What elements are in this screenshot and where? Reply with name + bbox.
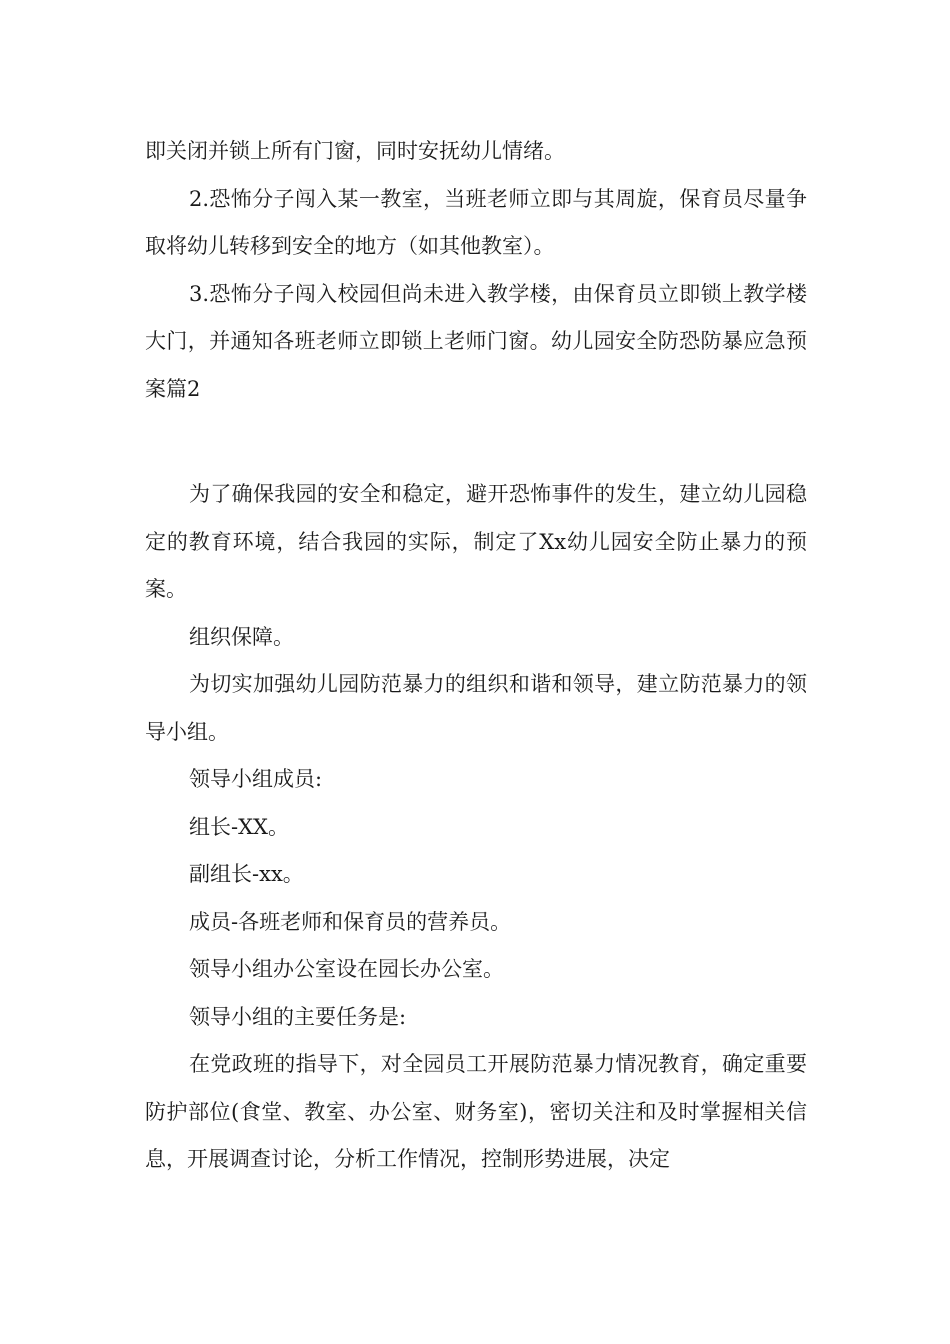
paragraph-12: 领导小组的主要任务是: — [189, 1004, 407, 1029]
paragraph-9: 副组长-xx。 — [189, 862, 304, 886]
document-body — [145, 128, 807, 1184]
paragraph-13: 在党政班的指导下，对全园员工开展防范暴力情况教育，确定重要防护部位(食堂、教室、办公室、财务室)，密切关注和及时掌握相关信息，开展调查讨论，分析工作情况，控制形势进展，决定 — [145, 1052, 807, 1171]
paragraph-6: 为切实加强幼儿园防范暴力的组织和谐和领导，建立防范暴力的领导小组。 — [145, 672, 807, 744]
paragraph-1: 即关闭并锁上所有门窗，同时安抚幼儿情绪。 — [145, 139, 565, 163]
paragraph-10: 成员-各班老师和保育员的营养员。 — [189, 909, 512, 934]
paragraph-7: 领导小组成员: — [189, 767, 323, 791]
paragraph-2: 2.恐怖分子闯入某一教室，当班老师立即与其周旋，保育员尽量争取将幼儿转移到安全的地方（如其他教室）。 — [145, 186, 807, 258]
paragraph-5: 组织保障。 — [189, 624, 294, 649]
paragraph-11: 领导小组办公室设在园长办公室。 — [189, 957, 504, 981]
paragraph-8: 组长-XX。 — [189, 814, 289, 839]
paragraph-4: 为了确保我园的安全和稳定，避开恐怖事件的发生，建立幼儿园稳定的教育环境，结合我园的实际，制定了Xx幼儿园安全防止暴力的预案。 — [145, 482, 807, 601]
paragraph-3: 3.恐怖分子闯入校园但尚未进入教学楼，由保育员立即锁上教学楼大门，并通知各班老师立即锁上老师门窗。幼儿园安全防恐防暴应急预案篇2 — [145, 281, 807, 401]
